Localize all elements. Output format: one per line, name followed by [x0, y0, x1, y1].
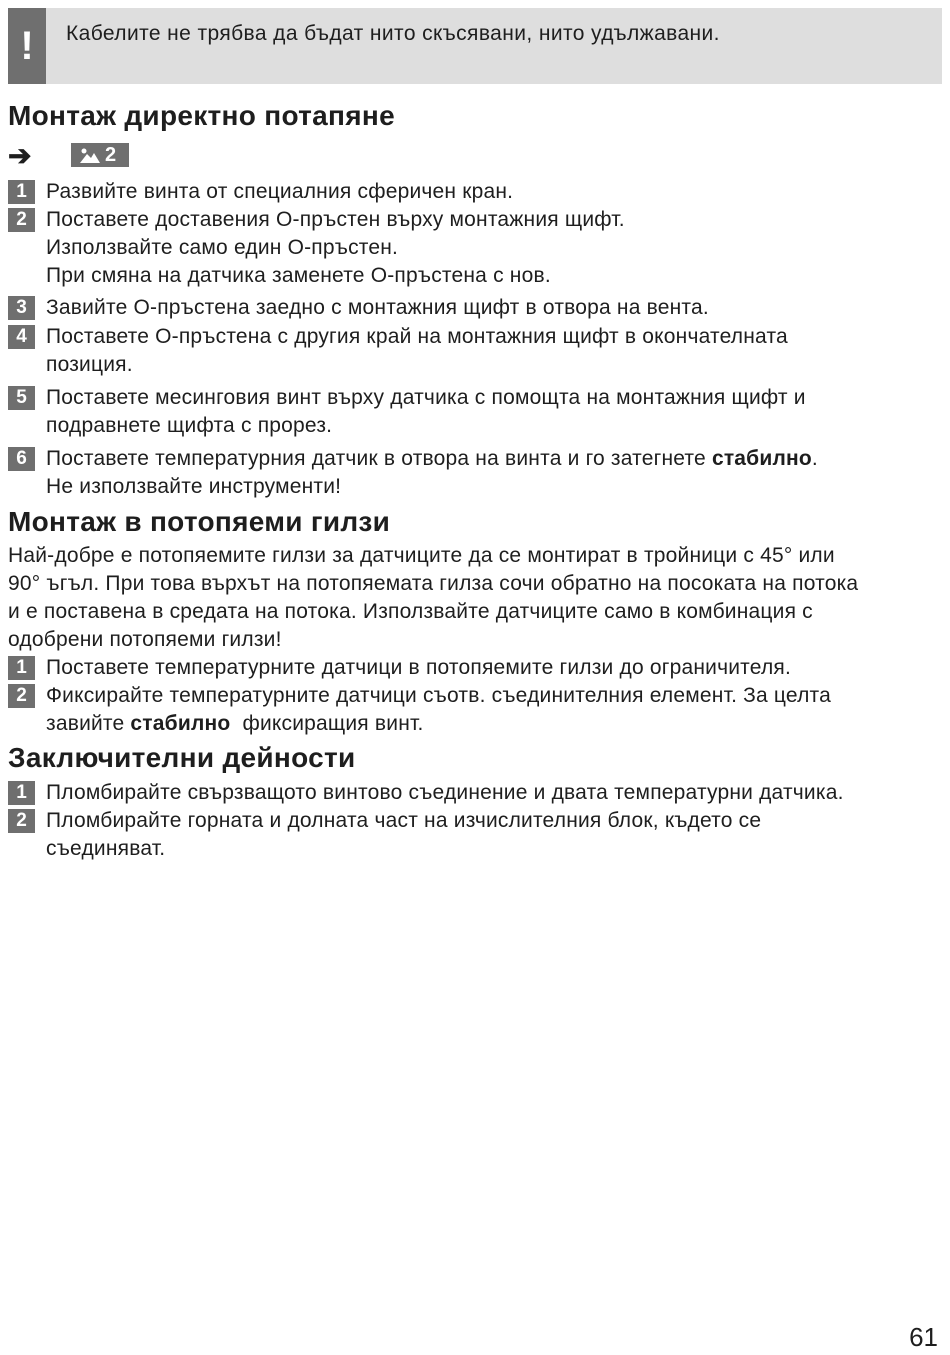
warning-text: Кабелите не трябва да бъдат нито скъсявани, нито удължавани.: [66, 22, 720, 45]
step-text: Фиксирайте температурните датчици съотв. съединителния елемент. За целта завийте стабилно фиксиращия винт.: [46, 684, 832, 735]
section-title-immersion-sleeves: Монтаж в потопяеми гилзи: [8, 506, 391, 537]
section-title-direct-immersion: Монтаж директно потапяне: [8, 100, 395, 131]
step-number: 4: [8, 325, 35, 349]
figure-number: 2: [105, 144, 117, 166]
step-text: Поставете температурния датчик в отвора на винта и го затегнете стабилно. Не използвайте инструменти!: [46, 447, 818, 498]
figure-badge: [71, 143, 129, 167]
intro-paragraph: Най-добре е потопяемите гилзи за датчиците да се монтират в тройници с 45° или 90° ъгъл. При това върхът на потопяемата гилза сочи обратно на посоката на потока и е поставена в средата на потока. Използвайте датчиците само в комбинация с одобрени потопяеми гилзи!: [8, 544, 859, 651]
arrow-right-icon: ➔: [8, 140, 32, 171]
section-title-final-activities: Заключителни дейности: [8, 742, 356, 773]
step-text: Поставете месинговия винт върху датчика с помощта на монтажния щифт и подравнете щифта с прорез.: [46, 386, 806, 437]
step-number: 2: [8, 684, 35, 708]
step-number: 1: [8, 180, 35, 204]
step-text: Завийте O-пръстена заедно с монтажния щифт в отвора на вента.: [46, 296, 709, 319]
step-number: 3: [8, 296, 35, 320]
page-number: 61: [909, 1322, 938, 1352]
step-text: Поставете температурните датчици в потопяемите гилзи до ограничителя.: [46, 656, 792, 679]
step-number: 1: [8, 781, 35, 805]
step-text: Развийте винта от специалния сферичен кран.: [46, 180, 514, 203]
step-text: Поставете O-пръстена с другия край на монтажния щифт в окончателната позиция.: [46, 325, 788, 376]
step-number: 2: [8, 809, 35, 833]
step-number: 5: [8, 386, 35, 410]
step-number: 1: [8, 656, 35, 680]
step-number: 2: [8, 208, 35, 232]
warning-icon: !: [8, 8, 46, 84]
warning-box: [8, 8, 942, 84]
image-icon: [79, 146, 101, 164]
step-text: Поставете доставения O-пръстен върху монтажния щифт. Използвайте само един O-пръстен. При смяна на датчика заменете O-пръстена с нов.: [46, 208, 625, 287]
step-text: Пломбирайте горната и долната част на изчислителния блок, където се съединяват.: [46, 809, 762, 860]
step-text: Пломбирайте свързващото винтово съединение и двата температурни датчика.: [46, 781, 844, 804]
step-number: 6: [8, 447, 35, 471]
